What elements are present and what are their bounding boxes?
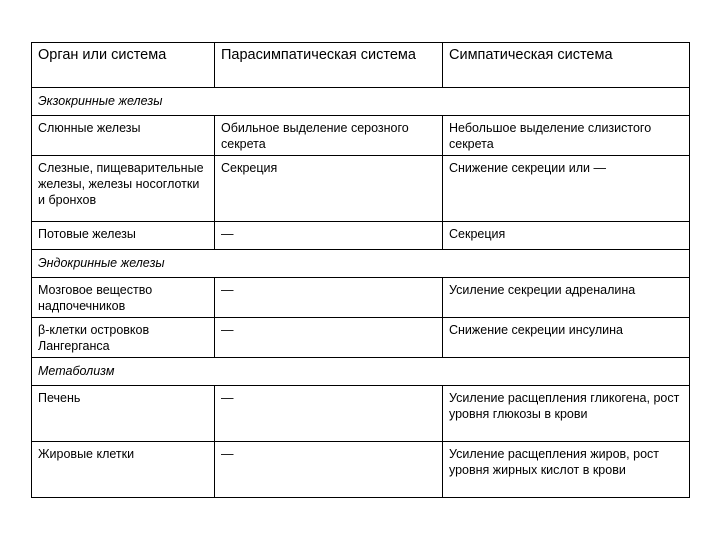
table-row — [32, 318, 690, 358]
parasympathetic-text: — — [221, 227, 234, 241]
sympathetic-text: Секреция — [449, 227, 506, 241]
table-row — [32, 386, 690, 442]
sympathetic-cell — [443, 222, 690, 250]
parasympathetic-text: — — [221, 283, 234, 297]
table-row — [32, 156, 690, 222]
sympathetic-cell — [443, 156, 690, 222]
parasympathetic-text: — — [221, 391, 234, 405]
sympathetic-cell — [443, 116, 690, 156]
organ-cell — [32, 156, 215, 222]
table-header-row — [32, 43, 690, 88]
organ-cell — [32, 116, 215, 156]
organ-text: Жировые клетки — [38, 447, 135, 461]
sympathetic-text: Усиление секреции адреналина — [449, 283, 636, 297]
section-row-metabolism — [32, 358, 690, 386]
header-organ: Орган или система — [32, 43, 215, 88]
sympathetic-cell — [443, 278, 690, 318]
organ-cell — [32, 222, 215, 250]
table-row — [32, 278, 690, 318]
section-label: Экзокринные железы — [32, 88, 690, 116]
sympathetic-text: Снижение секреции инсулина — [449, 323, 623, 337]
header-sympathetic: Симпатическая система — [443, 43, 690, 88]
organ-text: Слезные, пищеварительные железы, железы носоглотки и бронхов — [38, 161, 204, 207]
parasympathetic-cell — [215, 442, 443, 498]
parasympathetic-cell — [215, 278, 443, 318]
section-label: Метаболизм — [32, 358, 690, 386]
sympathetic-cell — [443, 318, 690, 358]
organ-text: Мозговое вещество надпочечников — [38, 283, 153, 313]
sympathetic-text: Усиление расщепления гликогена, рост уровня глюкозы в крови — [449, 391, 680, 421]
parasympathetic-text: — — [221, 447, 234, 461]
comparison-table — [31, 42, 690, 498]
sympathetic-text: Снижение секреции или — — [449, 161, 606, 175]
parasympathetic-cell — [215, 386, 443, 442]
parasympathetic-cell — [215, 222, 443, 250]
table-row — [32, 116, 690, 156]
parasympathetic-cell — [215, 318, 443, 358]
organ-text: Потовые железы — [38, 227, 136, 241]
organ-cell — [32, 442, 215, 498]
section-row-endocrine — [32, 250, 690, 278]
sympathetic-cell — [443, 386, 690, 442]
sympathetic-text: Небольшое выделение слизистого секрета — [449, 121, 652, 151]
section-row-exocrine — [32, 88, 690, 116]
parasympathetic-text: — — [221, 323, 234, 337]
sympathetic-cell — [443, 442, 690, 498]
header-parasympathetic: Парасимпатическая система — [215, 43, 443, 88]
table-row — [32, 222, 690, 250]
organ-cell — [32, 386, 215, 442]
sympathetic-text: Усиление расщепления жиров, рост уровня жирных кислот в крови — [449, 447, 659, 477]
parasympathetic-cell — [215, 116, 443, 156]
parasympathetic-text: Секреция — [221, 161, 278, 175]
parasympathetic-text: Обильное выделение серозного секрета — [221, 121, 409, 151]
parasympathetic-cell — [215, 156, 443, 222]
organ-text: Слюнные железы — [38, 121, 141, 135]
organ-cell — [32, 318, 215, 358]
section-label: Эндокринные железы — [32, 250, 690, 278]
organ-text: β-клетки островков Лангерганса — [38, 323, 150, 353]
table-row — [32, 442, 690, 498]
organ-cell — [32, 278, 215, 318]
organ-text: Печень — [38, 391, 81, 405]
